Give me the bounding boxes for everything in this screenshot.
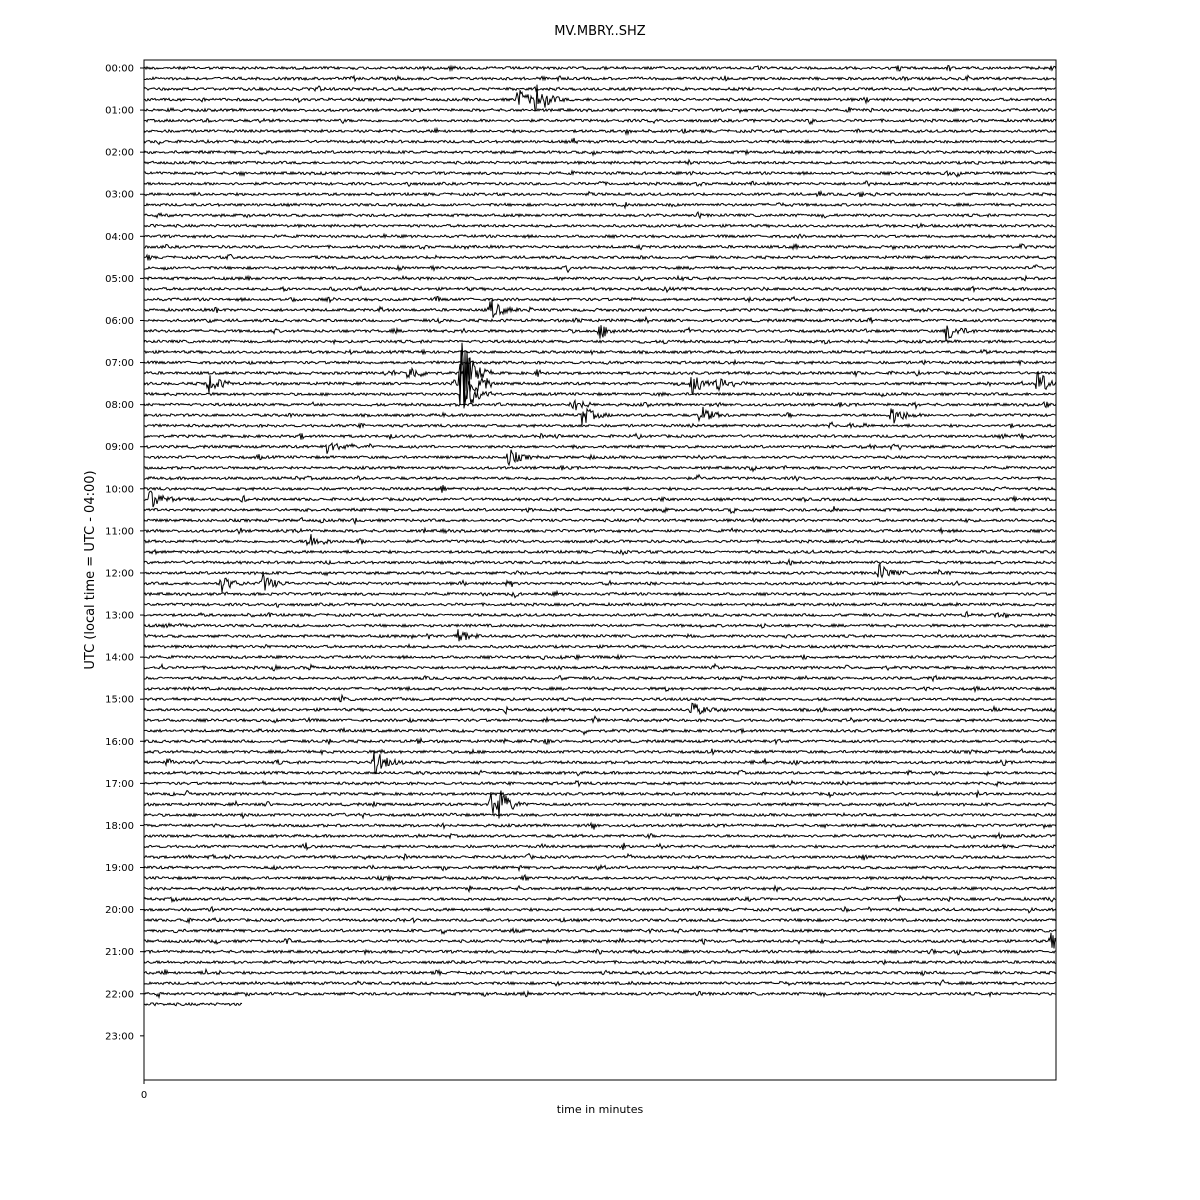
trace-line (144, 676, 1056, 681)
trace-line (144, 949, 1056, 955)
trace-line (144, 350, 1056, 355)
trace-line (144, 506, 1056, 513)
trace-line (144, 340, 1056, 344)
y-axis-label: UTC (local time = UTC - 04:00) (83, 470, 98, 670)
trace-line (144, 854, 1056, 861)
trace-line (144, 265, 1056, 272)
y-tick-label: 06:00 (105, 315, 134, 327)
trace-line (144, 560, 1056, 565)
y-tick-label: 01:00 (105, 105, 134, 117)
trace-line (144, 224, 1056, 228)
trace-line (144, 433, 1056, 439)
trace-line (144, 813, 1056, 818)
trace-line (144, 119, 1056, 124)
trace-line (144, 896, 1056, 902)
y-tick-label: 23:00 (105, 1031, 134, 1043)
trace-line (144, 300, 1056, 318)
trace-line (144, 929, 1056, 934)
trace-line (144, 286, 1056, 292)
trace-line (144, 518, 1056, 524)
trace-line (144, 138, 1056, 144)
trace-line (144, 980, 1056, 986)
y-tick-label: 08:00 (105, 400, 134, 412)
y-tick-label: 11:00 (105, 526, 134, 538)
trace-line (144, 317, 1056, 323)
trace-line (144, 202, 1056, 208)
trace-line (144, 729, 1056, 735)
trace-line (144, 191, 1056, 197)
y-tick-label: 04:00 (105, 231, 134, 243)
y-tick-label: 00:00 (105, 63, 134, 75)
trace-line (144, 255, 1056, 261)
trace-line (144, 791, 1056, 798)
trace-line (144, 160, 1056, 164)
trace-group (144, 65, 1056, 1005)
y-tick-label: 17:00 (105, 778, 134, 790)
y-tick-label: 19:00 (105, 863, 134, 875)
trace-line (144, 969, 1056, 975)
trace-line (144, 624, 1056, 628)
trace-line (144, 528, 1056, 534)
trace-line (144, 960, 1056, 964)
y-tick-label: 07:00 (105, 358, 134, 370)
x-axis-label: time in minutes (556, 1103, 644, 1116)
trace-line (144, 933, 1056, 949)
trace-line (144, 565, 1056, 577)
trace-line (144, 171, 1056, 177)
trace-line (144, 443, 1056, 453)
y-tick-label: 09:00 (105, 442, 134, 454)
trace-line (144, 739, 1056, 745)
trace-line (144, 465, 1056, 471)
trace-line (144, 407, 1056, 425)
trace-line (144, 655, 1056, 660)
y-tick-label: 18:00 (105, 820, 134, 832)
trace-line (144, 886, 1056, 892)
trace-line (144, 350, 1056, 408)
trace-line (144, 371, 1056, 408)
trace-line (144, 297, 1056, 303)
trace-line (144, 752, 1056, 774)
trace-line (144, 918, 1056, 922)
trace-line (144, 865, 1056, 870)
y-tick-label: 02:00 (105, 147, 134, 159)
y-tick-label: 20:00 (105, 905, 134, 917)
trace-line (144, 212, 1056, 218)
trace-line (144, 629, 1056, 641)
y-tick-label: 14:00 (105, 652, 134, 664)
y-tick-label: 10:00 (105, 484, 134, 496)
trace-line (144, 591, 1056, 597)
trace-line (144, 781, 1056, 786)
x-tick-label: 0 (140, 1090, 148, 1101)
trace-line (144, 450, 1056, 465)
trace-line (144, 491, 1056, 507)
y-tick-label: 21:00 (105, 947, 134, 959)
y-tick-label: 22:00 (105, 989, 134, 1001)
trace-line (144, 401, 1056, 411)
trace-line (144, 664, 1056, 671)
trace-line (144, 276, 1056, 281)
trace-line (144, 695, 1056, 701)
trace-line (144, 687, 1056, 692)
trace-line (144, 770, 1056, 775)
trace-line (144, 574, 1056, 593)
trace-line (144, 749, 1056, 755)
trace-line (144, 485, 1056, 493)
trace-line (144, 823, 1056, 829)
trace-line (144, 645, 1056, 649)
y-tick-label: 05:00 (105, 273, 134, 285)
trace-line (144, 234, 1056, 238)
y-tick-label: 15:00 (105, 694, 134, 706)
trace-line (144, 76, 1056, 81)
trace-line (144, 991, 1056, 997)
y-tick-label: 12:00 (105, 568, 134, 580)
trace-line (144, 422, 1056, 428)
trace-line (144, 716, 1056, 722)
trace-line (144, 833, 1056, 838)
trace-line (144, 325, 1056, 341)
trace-line (144, 843, 1056, 850)
x-axis (141, 1080, 147, 1101)
trace-line (144, 612, 1056, 618)
y-tick-label: 03:00 (105, 189, 134, 201)
trace-line (144, 244, 1056, 250)
trace-line (144, 86, 1056, 91)
trace-line (144, 703, 1056, 714)
trace-line (144, 603, 1056, 607)
y-tick-label: 16:00 (105, 736, 134, 748)
trace-line (144, 550, 1056, 555)
trace-line (144, 360, 1056, 364)
trace-line (144, 65, 1056, 71)
trace-line (144, 181, 1056, 186)
trace-line (144, 875, 1056, 881)
trace-line (144, 1003, 242, 1006)
trace-line (144, 151, 1056, 156)
trace-line (144, 907, 1056, 913)
chart-title: MV.MBRY..SHZ (554, 24, 646, 39)
trace-line (144, 475, 1056, 481)
y-axis (105, 64, 144, 1043)
plot-frame (144, 60, 1056, 1080)
trace-line (144, 534, 1056, 545)
trace-line (144, 129, 1056, 134)
trace-line (144, 107, 1056, 112)
y-tick-label: 13:00 (105, 610, 134, 622)
